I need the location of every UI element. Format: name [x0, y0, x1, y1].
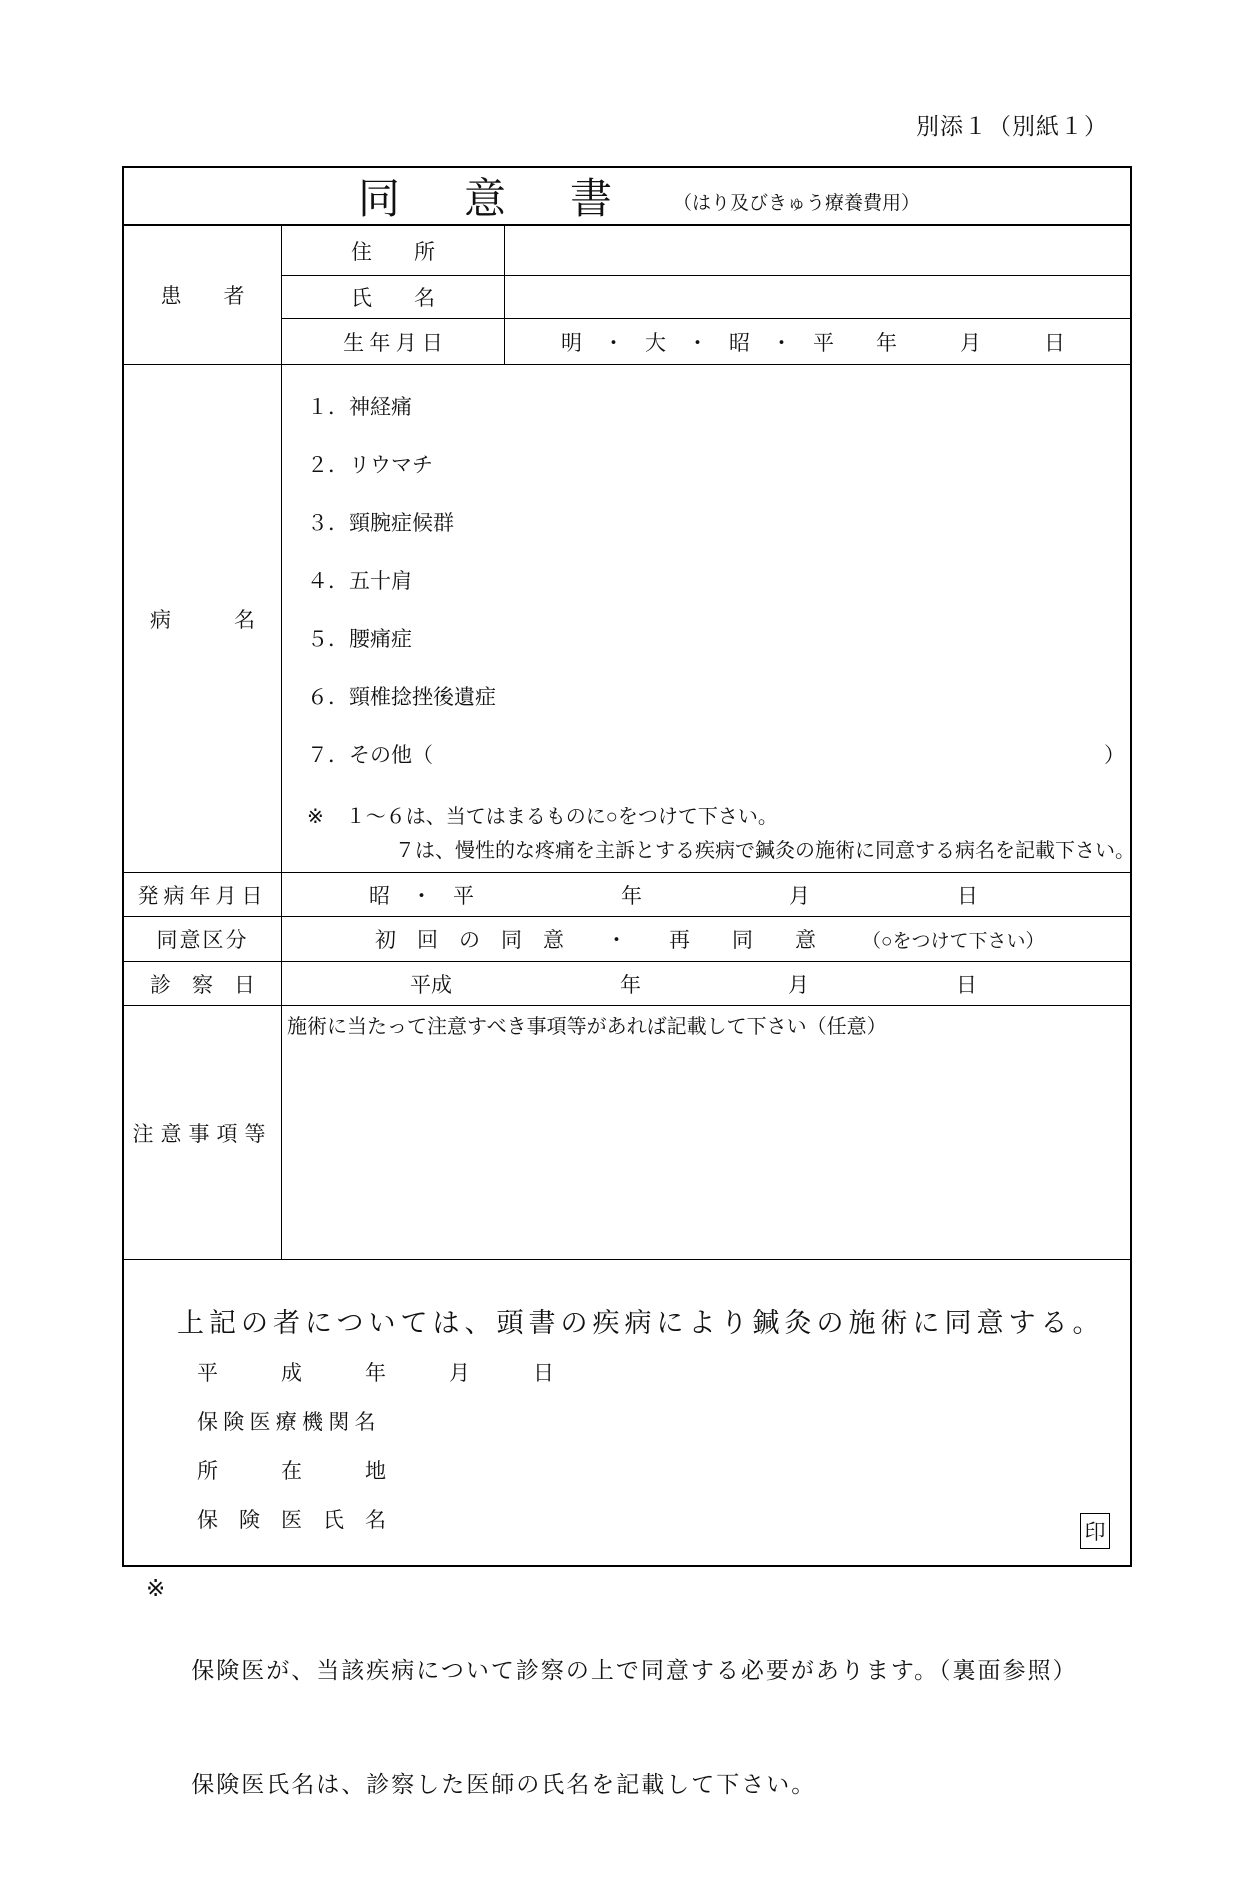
precautions-label: 注意事項等 [124, 1006, 282, 1259]
signature-block [197, 1363, 1130, 1531]
disease-item-7-open: ７．その他（ [307, 743, 433, 767]
signature-date-line[interactable]: 平 成 年 月 日 [197, 1361, 554, 1385]
exam-date-row [124, 961, 1130, 1005]
onset-date-value[interactable]: 昭 ・ 平 年 月 日 [369, 883, 978, 908]
address-row [282, 226, 1130, 275]
footer-note-line-1: 保険医が、当該疾病について診察の上で同意する必要があります。（裏面参照） [191, 1658, 1078, 1683]
form-subtitle: （はり及びきゅう療養費用） [673, 192, 921, 214]
doc-label: 別添１（別紙１） [916, 114, 1108, 139]
onset-date-label: 発病年月日 [124, 873, 282, 916]
address-label: 住 所 [282, 226, 505, 275]
exam-date-label: 診 察 日 [124, 962, 282, 1005]
patient-header-cell: 患 者 [124, 226, 282, 364]
consent-statement: 上記の者については、頭書の疾病により鍼灸の施術に同意する。 [177, 1308, 1105, 1338]
footer-note-line-2: 保険医氏名は、診察した医師の氏名を記載して下さい。 [191, 1772, 817, 1797]
disease-item-3[interactable]: ３．頸腕症候群 [307, 511, 454, 535]
address-value-cell[interactable] [505, 226, 1130, 275]
precautions-blank-area[interactable] [282, 1040, 1130, 1220]
precautions-row [124, 1005, 1130, 1259]
consent-type-options: 初 回 の 同 意 ・ 再 同 意 [375, 928, 816, 952]
birthdate-value[interactable]: 明 ・ 大 ・ 昭 ・ 平 年 月 日 [561, 330, 1065, 355]
disease-item-7-close: ） [1104, 743, 1125, 767]
consent-type-value[interactable] [282, 917, 1130, 961]
disease-section [124, 364, 1135, 872]
disease-note-1: １～６は、当てはまるものに○をつけて下さい。 [345, 806, 778, 828]
consent-form-table [122, 166, 1135, 1567]
form-title: 同 意 書 [358, 177, 624, 223]
footer-asterisk-mark: ※ [146, 1576, 168, 1601]
onset-date-row [124, 872, 1130, 916]
footer-note [146, 1576, 1077, 1880]
disease-list [282, 365, 1135, 872]
seal-box [1080, 1513, 1110, 1549]
disease-header-cell: 病 名 [124, 365, 282, 872]
consent-type-label: 同意区分 [124, 917, 282, 961]
consent-type-row [124, 916, 1130, 961]
birthdate-row [282, 318, 1130, 364]
name-value-cell[interactable] [505, 276, 1130, 318]
disease-item-4[interactable]: ４．五十肩 [307, 569, 412, 593]
seal-label: 印 [1084, 1520, 1106, 1544]
doctor-name-line[interactable]: 保 険 医 氏 名 [197, 1508, 386, 1532]
disease-item-1[interactable]: １．神経痛 [307, 395, 412, 419]
patient-section [124, 224, 1130, 364]
birthdate-label: 生 年 月 日 [282, 319, 505, 364]
name-row [282, 275, 1130, 318]
disease-item-6[interactable]: ６．頸椎捻挫後遺症 [307, 685, 496, 709]
exam-date-value[interactable]: 平成 年 月 日 [410, 972, 977, 997]
institution-address-line[interactable]: 所 在 地 [197, 1459, 386, 1483]
disease-item-7[interactable] [307, 745, 1135, 766]
precautions-cell [282, 1006, 1130, 1259]
disease-item-5[interactable]: ５．腰痛症 [307, 627, 412, 651]
disease-note-2: ７は、慢性的な疼痛を主訴とする疾病で鍼灸の施術に同意する病名を記載下さい。 [395, 840, 1135, 862]
disease-item-2[interactable]: ２．リウマチ [307, 453, 433, 477]
medical-institution-line[interactable]: 保 険 医 療 機 関 名 [197, 1410, 376, 1434]
note-asterisk-mark: ※ [307, 806, 324, 828]
name-label: 氏 名 [282, 276, 505, 318]
disease-notes [307, 803, 1135, 865]
title-row [124, 168, 1130, 224]
consent-signature-section [124, 1259, 1130, 1565]
consent-type-note: （○をつけて下さい） [862, 930, 1045, 952]
precautions-hint: 施術に当たって注意すべき事項等があれば記載して下さい（任意） [287, 1016, 887, 1038]
